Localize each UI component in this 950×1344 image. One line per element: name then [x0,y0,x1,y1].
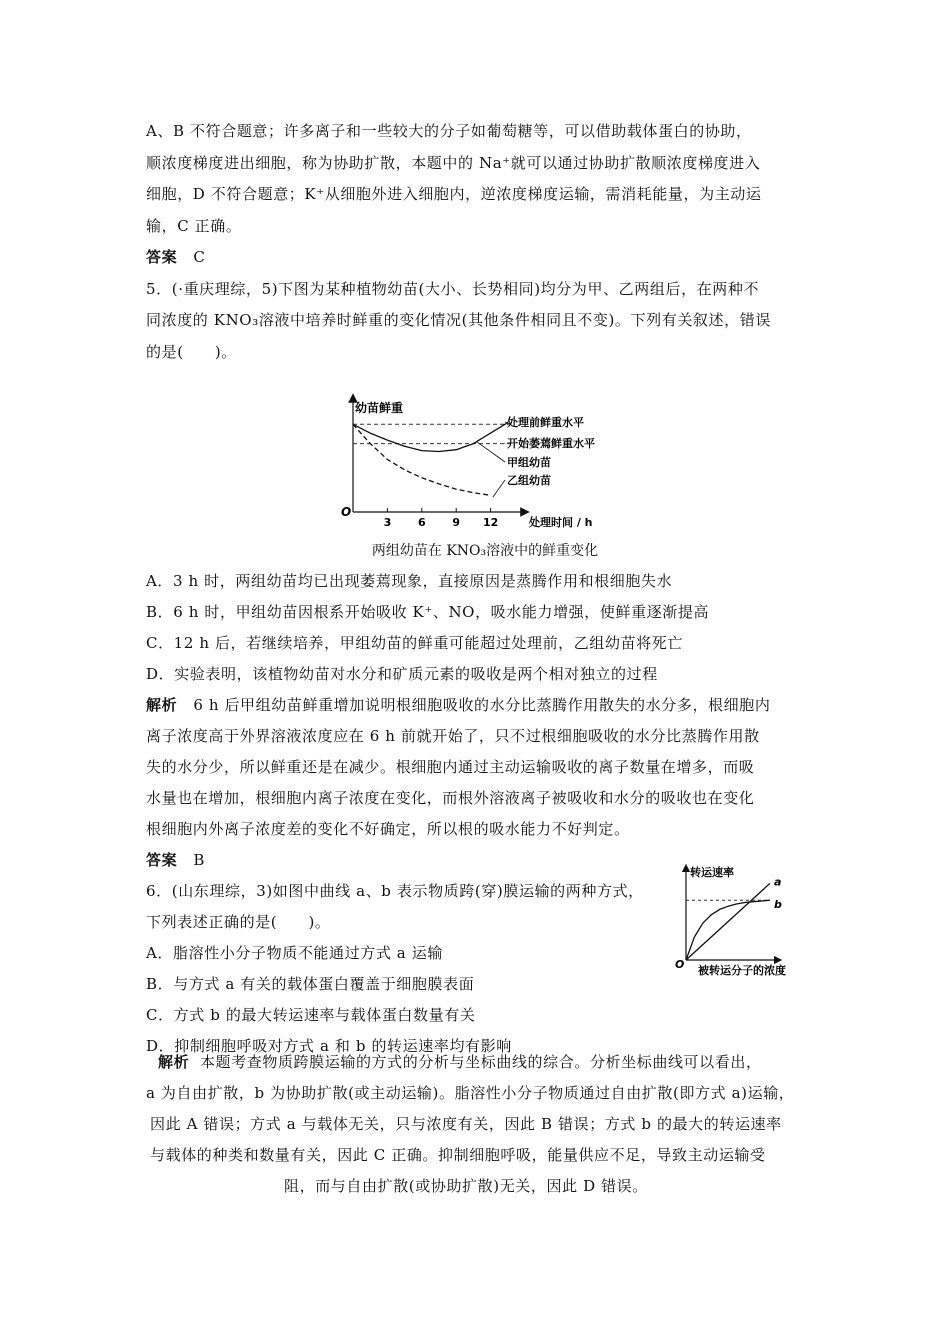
legend-leader-line [477,442,505,462]
legend-label: 处理前鲜重水平 [507,416,584,429]
legend-leader-line [493,480,505,497]
q6-analysis-line: a 为自由扩散，b 为协助扩散(或主动运输)。脂溶性小分子物质通过自由扩散(即方式 a)运输， [146,1084,795,1102]
y-axis-label: 转运速率 [690,866,734,879]
legend-label: 开始萎蔫鲜重水平 [507,437,595,450]
answer-label: 答案 [146,851,178,869]
analysis-text: 6 h 后甲组幼苗鲜重增加说明根细胞吸收的水分比蒸腾作用散失的水分多，根细胞内 [193,696,771,714]
answer-label: 答案 [146,248,178,266]
answer-c [146,247,205,267]
intro-line: 细胞，D 不符合题意；K⁺从细胞外进入细胞内，逆浓度梯度运输，需消耗能量，为主动运 [146,185,762,203]
origin-label: O [675,958,685,971]
legend-leader-line [504,443,505,444]
legend-label: 乙组幼苗 [507,474,551,487]
q6-option-a: A．脂溶性小分子物质不能通过方式 a 运输 [146,944,443,962]
q6-option-d: D．抑制细胞呼吸对方式 a 和 b 的转运速率均有影响 [146,1037,512,1055]
series-line [686,900,770,960]
q6-option-b: B．与方式 a 有关的载体蛋白覆盖于细胞膜表面 [146,975,475,993]
x-tick-label: 3 [383,516,392,529]
q6-analysis-line [158,1052,762,1072]
q5-option-d: D．实验表明，该植物幼苗对水分和矿质元素的吸收是两个相对独立的过程 [146,665,658,683]
legend-label: 甲组幼苗 [507,456,551,469]
q5-analysis-line: 失的水分少，所以鲜重还是在减少。根细胞内通过主动运输吸收的离子数量在增多，而吸 [146,758,755,776]
analysis-text: 本题考查物质跨膜运输的方式的分析与坐标曲线的综合。分析坐标曲线可以看出， [199,1053,762,1071]
x-axis-label: 处理时间 / h [529,516,593,529]
q6-analysis-line: 因此 A 错误；方式 a 与载体无关，只与浓度有关，因此 B 错误；方式 b 的最大的转运速率 [150,1115,782,1133]
q5-stem-line: 的是( )。 [146,343,237,361]
q5-stem-line: 同浓度的 KNO₃溶液中培养时鲜重的变化情况(其他条件相同且不变)。下列有关叙述，错误 [146,311,771,329]
q5-analysis-line: 水量也在增加，根细胞内离子浓度在变化，而根外溶液离子被吸收和水分的吸收也在变化 [146,789,755,807]
q5-analysis-line [146,695,770,715]
x-axis-label: 被转运分子的浓度 [698,964,786,977]
chart-caption: 两组幼苗在 KNO₃溶液中的鲜重变化 [371,543,599,559]
x-tick-label: 6 [417,516,426,529]
intro-line: A、B 不符合题意；许多离子和一些较大的分子如葡萄糖等，可以借助载体蛋白的协助， [146,122,752,140]
q5-stem-line: 5．(·重庆理综，5)下图为某种植物幼苗(大小、长势相同)均分为甲、乙两组后，在两种不 [146,280,760,298]
fresh-weight-chart [335,392,635,542]
q6-analysis-line: 阻，而与自由扩散(或协助扩散)无关，因此 D 错误。 [284,1177,648,1195]
x-tick-label: 12 [482,516,499,529]
analysis-label: 解析 [158,1053,190,1071]
intro-line: 顺浓度梯度进出细胞，称为协助扩散，本题中的 Na⁺就可以通过协助扩散顺浓度梯度进入 [146,154,761,172]
q6-analysis-line: 与载体的种类和数量有关，因此 C 正确。抑制细胞呼吸，能量供应不足，导致主动运输受 [150,1146,766,1164]
answer-value: B [193,851,205,869]
q6-option-c: C．方式 b 的最大转运速率与载体蛋白数量有关 [146,1006,476,1024]
origin-label: O [341,505,352,519]
y-axis-label: 幼苗鲜重 [355,401,404,415]
series-label: b [774,898,782,912]
q5-option-b: B．6 h 时，甲组幼苗因根系开始吸收 K⁺、NO，吸水能力增强，使鲜重逐渐提高 [146,603,710,621]
q5-analysis-line: 离子浓度高于外界溶液浓度应在 6 h 前就开始了，只不过根细胞吸收的水分比蒸腾作用散 [146,727,760,745]
answer-b [146,850,205,870]
intro-line: 输，C 正确。 [146,217,242,235]
series-label: a [774,875,782,889]
q5-option-c: C．12 h 后，若继续培养，甲组幼苗的鲜重可能超过处理前，乙组幼苗将死亡 [146,634,683,652]
analysis-label: 解析 [146,696,178,714]
q6-stem-line: 6．(山东理综，3)如图中曲线 a、b 表示物质跨(穿)膜运输的两种方式， [146,882,644,900]
q5-analysis-line: 根细胞内外离子浓度差的变化不好确定，所以根的吸水能力不好判定。 [146,820,630,838]
x-tick-label: 9 [452,516,461,529]
q6-stem-line: 下列表述正确的是( )。 [146,913,331,931]
transport-rate-chart [672,862,812,978]
series-line [686,883,770,960]
answer-value: C [193,248,206,266]
q5-option-a: A．3 h 时，两组幼苗均已出现萎蔫现象，直接原因是蒸腾作用和根细胞失水 [146,572,673,590]
